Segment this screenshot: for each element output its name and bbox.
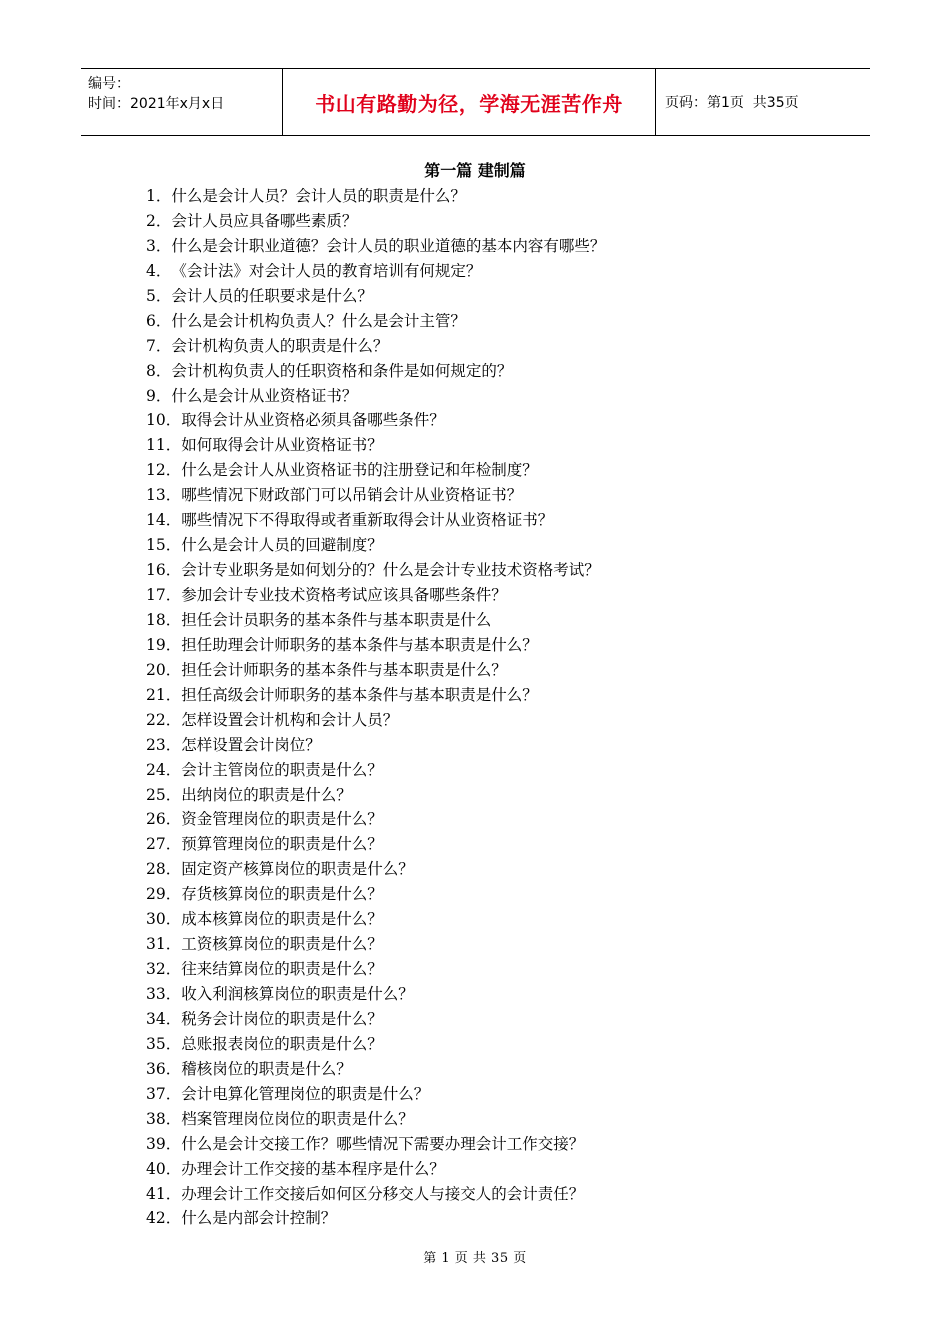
- question-item: [146, 683, 786, 708]
- question-item: [146, 458, 786, 483]
- question-number: 1．: [146, 187, 172, 205]
- question-text: 什么是会计人从业资格证书的注册登记和年检制度？: [181, 461, 538, 480]
- question-item: [146, 1206, 786, 1231]
- question-list: [146, 184, 786, 1231]
- question-item: [146, 533, 786, 558]
- question-item: [146, 882, 786, 907]
- question-text: 什么是会计职业道德？会计人员的职业道德的基本内容有哪些？: [171, 236, 606, 255]
- question-number: 15．: [146, 536, 182, 555]
- question-item: [146, 234, 786, 259]
- question-text: 什么是会计人员的回避制度？: [181, 536, 383, 555]
- question-item: [146, 633, 786, 658]
- question-number: 2．: [146, 211, 172, 230]
- question-item: [146, 1032, 786, 1057]
- question-number: 22．: [146, 710, 182, 729]
- question-item: [146, 832, 786, 857]
- question-number: 16．: [146, 561, 182, 580]
- question-item: [146, 359, 786, 384]
- question-text: 会计人员的任职要求是什么？: [171, 286, 373, 305]
- header-meta: [81, 69, 283, 135]
- header-date: 时间：2021年x月x日: [88, 96, 225, 112]
- question-number: 13．: [146, 486, 182, 505]
- question-item: [146, 483, 786, 508]
- question-text: 会计专业职务是如何划分的？什么是会计专业技术资格考试？: [181, 561, 600, 580]
- question-item: [146, 658, 786, 683]
- question-number: 17．: [146, 586, 182, 604]
- question-text: 收入利润核算岗位的职责是什么？: [181, 985, 414, 1003]
- question-number: 33．: [146, 985, 182, 1003]
- question-number: 26．: [146, 810, 182, 829]
- header-page-info: [656, 69, 870, 135]
- question-text: 档案管理岗位岗位的职责是什么？: [181, 1109, 414, 1128]
- question-item: [146, 209, 786, 234]
- question-number: 7．: [146, 336, 172, 355]
- question-text: 什么是会计人员？会计人员的职责是什么？: [171, 187, 466, 205]
- question-number: 14．: [146, 511, 182, 530]
- section-title: 第一篇 建制篇: [424, 161, 526, 180]
- question-number: 6．: [146, 311, 172, 330]
- question-item: [146, 284, 786, 309]
- page-footer: 第 1 页 共 35 页: [423, 1251, 527, 1266]
- question-number: 38．: [146, 1109, 182, 1128]
- question-item: [146, 1007, 786, 1032]
- question-text: 会计机构负责人的职责是什么？: [171, 336, 389, 355]
- question-item: [146, 309, 786, 334]
- question-number: 42．: [146, 1209, 182, 1228]
- question-text: 稽核岗位的职责是什么？: [181, 1059, 352, 1078]
- question-text: 担任会计员职务的基本条件与基本职责是什么: [181, 610, 492, 629]
- question-item: [146, 1107, 786, 1132]
- question-item: [146, 408, 786, 433]
- motto-text: 书山有路勤为径，学海无涯苦作舟: [315, 91, 623, 116]
- question-text: 出纳岗位的职责是什么？: [181, 785, 352, 804]
- question-item: [146, 558, 786, 583]
- question-number: 24．: [146, 760, 182, 779]
- question-number: 30．: [146, 910, 182, 929]
- question-number: 11．: [146, 436, 182, 455]
- question-text: 会计电算化管理岗位的职责是什么？: [181, 1084, 430, 1103]
- question-text: 如何取得会计从业资格证书？: [181, 436, 383, 455]
- question-number: 9．: [146, 386, 172, 405]
- page-header: [81, 68, 870, 136]
- question-number: 21．: [146, 685, 182, 704]
- header-motto: [283, 69, 656, 135]
- question-text: 存货核算岗位的职责是什么？: [181, 885, 383, 904]
- question-number: 8．: [146, 361, 172, 380]
- question-number: 3．: [146, 236, 172, 255]
- question-number: 25．: [146, 785, 182, 804]
- question-text: 什么是会计交接工作？哪些情况下需要办理会计工作交接？: [181, 1134, 585, 1153]
- question-text: 什么是内部会计控制？: [181, 1209, 337, 1228]
- question-text: 担任会计师职务的基本条件与基本职责是什么？: [181, 660, 507, 679]
- question-text: 哪些情况下不得取得或者重新取得会计从业资格证书？: [181, 511, 554, 530]
- question-item: [146, 733, 786, 758]
- question-text: 什么是会计机构负责人？什么是会计主管？: [171, 311, 466, 330]
- question-number: 19．: [146, 635, 182, 654]
- question-text: 参加会计专业技术资格考试应该具备哪些条件？: [181, 586, 507, 604]
- question-number: 23．: [146, 735, 182, 754]
- question-item: [146, 1182, 786, 1207]
- question-number: 12．: [146, 461, 182, 480]
- question-text: 怎样设置会计岗位？: [181, 735, 321, 754]
- question-text: 办理会计工作交接的基本程序是什么？: [181, 1159, 445, 1178]
- question-item: [146, 1132, 786, 1157]
- question-text: 会计人员应具备哪些素质？: [171, 211, 358, 230]
- question-item: [146, 708, 786, 733]
- question-text: 担任高级会计师职务的基本条件与基本职责是什么？: [181, 685, 538, 704]
- question-number: 39．: [146, 1134, 182, 1153]
- question-number: 37．: [146, 1084, 182, 1103]
- question-text: 怎样设置会计机构和会计人员？: [181, 710, 399, 729]
- question-item: [146, 957, 786, 982]
- question-number: 40．: [146, 1159, 182, 1178]
- question-text: 成本核算岗位的职责是什么？: [181, 910, 383, 929]
- question-number: 28．: [146, 860, 182, 879]
- question-item: [146, 1157, 786, 1182]
- question-item: [146, 608, 786, 633]
- question-item: [146, 508, 786, 533]
- question-item: [146, 907, 786, 932]
- question-item: [146, 758, 786, 783]
- question-item: [146, 259, 786, 284]
- question-number: 27．: [146, 835, 182, 854]
- question-number: 32．: [146, 960, 182, 979]
- question-text: 会计主管岗位的职责是什么？: [181, 760, 383, 779]
- question-text: 工资核算岗位的职责是什么？: [181, 935, 383, 954]
- question-text: 税务会计岗位的职责是什么？: [181, 1009, 383, 1028]
- page-info-text: 页码：第1页 共35页: [665, 95, 799, 111]
- question-item: [146, 783, 786, 808]
- question-number: 36．: [146, 1059, 182, 1078]
- question-item: [146, 807, 786, 832]
- question-text: 总账报表岗位的职责是什么？: [181, 1034, 383, 1053]
- question-text: 担任助理会计师职务的基本条件与基本职责是什么？: [181, 635, 538, 654]
- question-number: 10．: [146, 411, 182, 430]
- question-item: [146, 583, 786, 608]
- question-item: [146, 1057, 786, 1082]
- question-item: [146, 982, 786, 1007]
- question-number: 18．: [146, 610, 182, 629]
- header-code: 编号：: [88, 76, 130, 92]
- question-text: 办理会计工作交接后如何区分移交人与接交人的会计责任？: [181, 1184, 585, 1203]
- question-number: 34．: [146, 1009, 182, 1028]
- question-item: [146, 384, 786, 409]
- question-text: 哪些情况下财政部门可以吊销会计从业资格证书？: [181, 486, 523, 505]
- question-number: 5．: [146, 286, 172, 305]
- question-number: 35．: [146, 1034, 182, 1053]
- question-text: 固定资产核算岗位的职责是什么？: [181, 860, 414, 879]
- question-text: 什么是会计从业资格证书？: [171, 386, 358, 405]
- question-number: 20．: [146, 660, 182, 679]
- question-number: 31．: [146, 935, 182, 954]
- question-text: 预算管理岗位的职责是什么？: [181, 835, 383, 854]
- question-text: 往来结算岗位的职责是什么？: [181, 960, 383, 979]
- question-item: [146, 334, 786, 359]
- question-item: [146, 433, 786, 458]
- question-text: 会计机构负责人的任职资格和条件是如何规定的？: [171, 361, 513, 380]
- question-item: [146, 857, 786, 882]
- question-item: [146, 932, 786, 957]
- question-number: 41．: [146, 1184, 182, 1203]
- question-number: 29．: [146, 885, 182, 904]
- question-text: 《会计法》对会计人员的教育培训有何规定？: [171, 261, 482, 280]
- question-text: 取得会计从业资格必须具备哪些条件？: [181, 411, 445, 430]
- question-number: 4．: [146, 261, 172, 280]
- question-item: [146, 184, 786, 209]
- question-text: 资金管理岗位的职责是什么？: [181, 810, 383, 829]
- question-item: [146, 1082, 786, 1107]
